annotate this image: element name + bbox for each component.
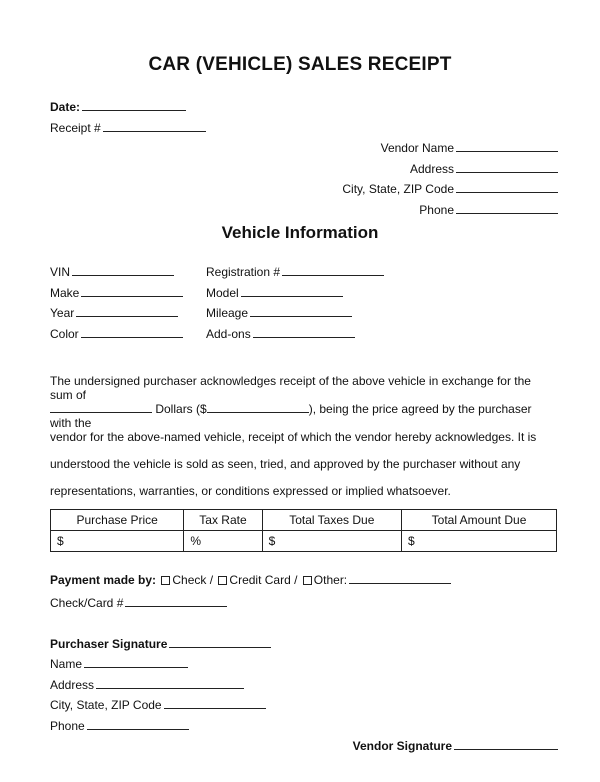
mileage-field[interactable]: [206, 306, 352, 320]
tax-rate-header: Tax Rate: [184, 510, 262, 531]
purchaser-phone-label: Phone: [50, 719, 85, 733]
price-table: [50, 509, 557, 552]
year-field[interactable]: [50, 306, 178, 320]
vendor-city-blank[interactable]: [456, 182, 558, 193]
agreement-line-5: representations, warranties, or conditions expressed or implied whatsoever.: [50, 484, 451, 498]
payment-method-row: [50, 573, 451, 587]
purchaser-phone-blank[interactable]: [87, 719, 189, 730]
vin-field[interactable]: [50, 265, 174, 279]
purchaser-address-label: Address: [50, 678, 95, 692]
vendor-phone-blank[interactable]: [456, 203, 558, 214]
addons-label: Add-ons: [206, 327, 251, 341]
document-title: CAR (VEHICLE) SALES RECEIPT: [148, 54, 452, 75]
model-blank[interactable]: [241, 286, 343, 297]
color-blank[interactable]: [81, 327, 183, 338]
check-option-label: Check /: [172, 573, 214, 587]
purchaser-name-field[interactable]: [50, 657, 188, 671]
price-table-row: [51, 531, 557, 552]
vendor-address-field[interactable]: [410, 162, 558, 176]
purchaser-name-label: Name: [50, 657, 83, 671]
vin-label: VIN: [50, 265, 71, 279]
purchaser-address-field[interactable]: [50, 678, 244, 692]
tax-rate-cell[interactable]: %: [184, 531, 262, 552]
purchaser-city-blank[interactable]: [164, 698, 266, 709]
agreement-line-4: understood the vehicle is sold as seen, tried, and approved by the purchaser without any: [50, 457, 521, 471]
total-amount-header: Total Amount Due: [402, 510, 557, 531]
vendor-city-label: City, State, ZIP Code: [342, 182, 454, 196]
check-card-number-label: Check/Card #: [50, 596, 124, 610]
addons-blank[interactable]: [253, 327, 355, 338]
make-field[interactable]: [50, 286, 183, 300]
payment-label: Payment made by:: [50, 573, 157, 587]
other-checkbox[interactable]: [303, 576, 312, 585]
agreement-line-1: The undersigned purchaser acknowledges receipt of the above vehicle in exchange for the sum of: [50, 374, 531, 402]
year-blank[interactable]: [76, 306, 178, 317]
total-amount-cell[interactable]: $: [402, 531, 557, 552]
purchaser-signature-label: Purchaser Signature: [50, 637, 168, 651]
agreement-line-3: vendor for the above-named vehicle, receipt of which the vendor hereby acknowledges. It is: [50, 430, 537, 444]
price-table-header-row: [51, 510, 557, 531]
vendor-signature-label: Vendor Signature: [352, 739, 452, 753]
check-card-number-field[interactable]: [50, 596, 227, 610]
vendor-name-field[interactable]: [381, 141, 558, 155]
vendor-name-label: Vendor Name: [380, 141, 454, 155]
color-field[interactable]: [50, 327, 183, 341]
receipt-number-label: Receipt #: [50, 121, 101, 135]
other-option-label: Other:: [313, 573, 348, 587]
year-label: Year: [50, 306, 75, 320]
check-card-number-blank[interactable]: [125, 596, 227, 607]
date-blank[interactable]: [82, 100, 186, 111]
purchase-price-cell[interactable]: $: [51, 531, 184, 552]
vehicle-section-title: Vehicle Information: [221, 223, 379, 242]
registration-label: Registration #: [206, 265, 281, 279]
vendor-address-label: Address: [409, 162, 454, 176]
amount-number-blank[interactable]: [207, 402, 309, 413]
total-taxes-cell[interactable]: $: [262, 531, 401, 552]
check-checkbox[interactable]: [161, 576, 170, 585]
mileage-blank[interactable]: [250, 306, 352, 317]
purchase-price-header: Purchase Price: [51, 510, 184, 531]
purchaser-name-blank[interactable]: [84, 657, 188, 668]
purchaser-address-blank[interactable]: [96, 678, 244, 689]
purchaser-signature-field[interactable]: [50, 637, 271, 651]
dollars-label: Dollars ($: [155, 402, 207, 416]
vendor-phone-field[interactable]: [419, 203, 558, 217]
model-field[interactable]: [206, 286, 343, 300]
registration-field[interactable]: [206, 265, 384, 279]
vendor-address-blank[interactable]: [456, 162, 558, 173]
vendor-signature-field[interactable]: [353, 739, 558, 753]
color-label: Color: [50, 327, 79, 341]
date-field[interactable]: [50, 100, 186, 114]
vin-blank[interactable]: [72, 265, 174, 276]
receipt-number-field[interactable]: [50, 121, 206, 135]
addons-field[interactable]: [206, 327, 355, 341]
mileage-label: Mileage: [206, 306, 249, 320]
purchaser-phone-field[interactable]: [50, 719, 189, 733]
registration-blank[interactable]: [282, 265, 384, 276]
receipt-number-blank[interactable]: [103, 121, 206, 132]
total-taxes-header: Total Taxes Due: [262, 510, 401, 531]
vendor-signature-blank[interactable]: [454, 739, 558, 750]
purchaser-signature-blank[interactable]: [169, 637, 271, 648]
date-label: Date:: [50, 100, 81, 114]
credit-card-checkbox[interactable]: [218, 576, 227, 585]
credit-card-option-label: Credit Card /: [229, 573, 298, 587]
vendor-phone-label: Phone: [419, 203, 454, 217]
purchaser-city-label: City, State, ZIP Code: [50, 698, 162, 712]
make-blank[interactable]: [81, 286, 183, 297]
amount-words-blank[interactable]: [50, 402, 152, 413]
purchaser-city-field[interactable]: [50, 698, 266, 712]
make-label: Make: [50, 286, 80, 300]
vendor-name-blank[interactable]: [456, 141, 558, 152]
vendor-city-field[interactable]: [342, 182, 558, 196]
agreement-line-2: [50, 402, 555, 430]
agreement-line-2-rest: ), being the price agreed by the purchaser with the: [50, 402, 532, 430]
other-blank[interactable]: [349, 573, 451, 584]
model-label: Model: [206, 286, 239, 300]
